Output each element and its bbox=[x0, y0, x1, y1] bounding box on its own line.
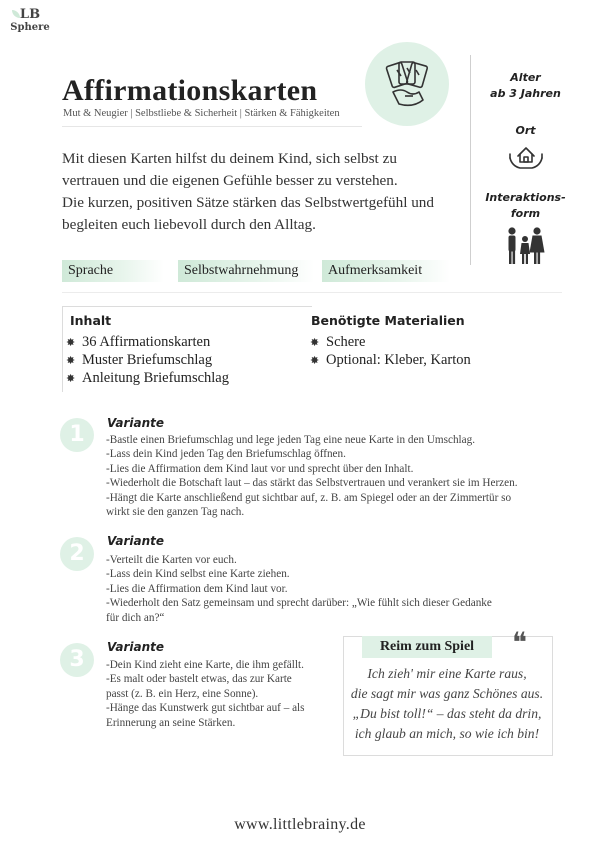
intro-line: Die kurzen, positiven Sätze stärken das Selbstwertgefühl und bbox=[62, 194, 434, 211]
age-value: ab 3 Jahren bbox=[490, 87, 561, 100]
variant-line: -Hänge das Kunstwerk gut sichtbar auf – als bbox=[106, 702, 305, 715]
variant-3-title: Variante bbox=[107, 640, 164, 654]
variant-line: -Lass dein Kind selbst eine Karte ziehen. bbox=[106, 568, 290, 581]
variant-2-body bbox=[106, 553, 492, 625]
intro-line: Mit diesen Karten hilfst du deinem Kind, sich selbst zu bbox=[62, 150, 397, 167]
variant-line: -Verteilt die Karten vor euch. bbox=[106, 554, 237, 566]
rhyme-line: ich glaub an mich, so wie ich bin! bbox=[354, 726, 540, 741]
cards-hand-icon bbox=[365, 42, 449, 126]
list-item-text: Muster Briefumschlag bbox=[82, 352, 213, 368]
variant-3-number: 3 bbox=[60, 643, 94, 677]
intro-line: vertrauen und die eigenen Gefühle besser zu verstehen. bbox=[62, 172, 398, 189]
variant-1-number: 1 bbox=[60, 418, 94, 452]
title-divider bbox=[62, 126, 362, 127]
variant-line: -Hängt die Karte anschließend gut sichtbar auf, z. B. am Spiegel oder an der Zimmertür so bbox=[106, 491, 512, 504]
variant-line: -Lies die Affirmation dem Kind laut vor. bbox=[106, 582, 288, 595]
skill-tag-selbstwahrnehmung: Selbstwahrnehmung bbox=[178, 260, 314, 282]
footer-url[interactable]: www.littlebrainy.de bbox=[234, 816, 366, 833]
age-info bbox=[478, 70, 573, 102]
list-item-text: 36 Affirmationskarten bbox=[82, 334, 211, 350]
flower-bullet-icon: ✸ bbox=[66, 355, 76, 367]
variant-line: -Wiederholt den Satz gemeinsam und sprecht darüber: „Wie fühlt sich dieser Gedanke bbox=[106, 597, 492, 610]
variant-1-title: Variante bbox=[107, 416, 164, 430]
variant-line: -Es malt oder bastelt etwas, das zur Karte bbox=[106, 673, 292, 686]
interaction-label-line1: Interaktions- bbox=[485, 191, 566, 204]
contents-box-border bbox=[62, 306, 63, 392]
variant-line: wirkt sie den ganzen Tag nach. bbox=[106, 506, 245, 519]
rhyme-text bbox=[344, 664, 550, 744]
flower-bullet-icon: ✸ bbox=[66, 373, 76, 385]
variant-line: -Lass dein Kind jeden Tag den Briefumschlag öffnen. bbox=[106, 448, 346, 461]
variant-2-title: Variante bbox=[107, 534, 164, 548]
logo-line2: Sphere bbox=[10, 22, 50, 33]
interaction-label-line2: form bbox=[510, 207, 541, 220]
logo bbox=[10, 8, 50, 33]
list-item bbox=[310, 351, 471, 369]
variant-line: passt (z. B. ein Herz, eine Sonne). bbox=[106, 687, 259, 700]
list-item bbox=[66, 333, 229, 351]
rhyme-line: „Du bist toll!“ – das steht da drin, bbox=[352, 706, 542, 721]
list-item bbox=[66, 369, 229, 387]
family-icon bbox=[504, 226, 546, 271]
age-label: Alter bbox=[510, 71, 541, 84]
variant-line: -Lies die Affirmation dem Kind laut vor und sprecht über den Inhalt. bbox=[106, 462, 414, 475]
flower-bullet-icon: ✸ bbox=[66, 337, 76, 349]
list-item-text: Optional: Kleber, Karton bbox=[326, 352, 471, 368]
variant-line: -Bastle einen Briefumschlag und lege jeden Tag eine neue Karte in den Umschlag. bbox=[106, 434, 476, 446]
contents-box-border bbox=[62, 306, 312, 307]
place-label: Ort bbox=[515, 124, 536, 137]
contents-heading: Inhalt bbox=[70, 313, 112, 328]
skills-divider bbox=[62, 292, 562, 293]
list-item-text: Schere bbox=[326, 334, 366, 350]
side-divider bbox=[470, 55, 471, 265]
intro-text bbox=[62, 148, 462, 236]
rhyme-line: die sagt mir was ganz Schönes aus. bbox=[350, 686, 544, 701]
variant-line: Erinnerung an seine Stärken. bbox=[106, 716, 236, 729]
variant-2-number: 2 bbox=[60, 537, 94, 571]
contents-list bbox=[66, 333, 229, 387]
page-title: Affirmationskarten bbox=[62, 74, 318, 107]
rhyme-line: Ich zieh' mir eine Karte raus, bbox=[367, 666, 527, 681]
intro-line: begleiten euch liebevoll durch den Alltag. bbox=[62, 216, 316, 233]
interaction-label bbox=[478, 190, 573, 222]
flower-bullet-icon: ✸ bbox=[310, 355, 320, 367]
variant-line: für dich an?“ bbox=[106, 611, 165, 624]
quote-icon: ❝ bbox=[512, 626, 528, 659]
variant-3-body bbox=[106, 658, 305, 730]
skill-tag-sprache: Sprache bbox=[62, 260, 164, 282]
rhyme-heading: Reim zum Spiel bbox=[362, 636, 492, 658]
variant-1-body bbox=[106, 433, 518, 519]
skill-tag-aufmerksamkeit: Aufmerksamkeit bbox=[322, 260, 450, 282]
list-item-text: Anleitung Briefumschlag bbox=[82, 370, 229, 386]
materials-list bbox=[310, 333, 471, 369]
house-hands-icon bbox=[508, 142, 544, 177]
flower-bullet-icon: ✸ bbox=[310, 337, 320, 349]
variant-line: -Dein Kind zieht eine Karte, die ihm gefällt. bbox=[106, 659, 304, 671]
list-item bbox=[66, 351, 229, 369]
materials-heading: Benötigte Materialien bbox=[311, 313, 465, 328]
variant-line: -Wiederholt die Botschaft laut – das stärkt das Selbstvertrauen und verankert sie im Herzen. bbox=[106, 477, 518, 490]
logo-line1: LB bbox=[19, 7, 41, 22]
list-item bbox=[310, 333, 471, 351]
topic-tags: Mut & Neugier | Selbstliebe & Sicherheit | Stärken & Fähigkeiten bbox=[63, 108, 340, 119]
